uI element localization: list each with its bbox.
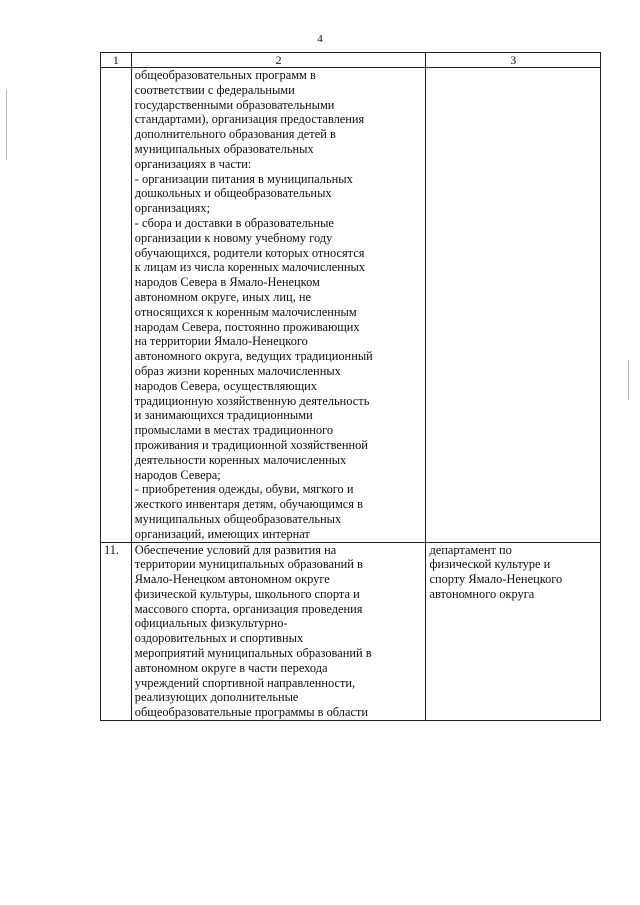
text-line: проживания и традиционной хозяйственной [134,437,368,452]
text-line: территории муниципальных образований в [134,557,363,572]
text-line: автономном округе, иных лиц, не [134,289,311,304]
text-line: народам Севера, постоянно проживающих [134,319,360,334]
text-line: организаций, имеющих интернат [134,526,310,541]
text-line: общеобразовательные программы в области [134,705,368,720]
text-line: народов Севера в Ямало-Ненецком [134,275,320,290]
row-content [131,68,426,543]
text-line: организации к новому учебному году [134,230,333,245]
text-line: традиционную хозяйственную деятельность [134,393,370,408]
text-line: к лицам из числа коренных малочисленных [134,260,365,275]
text-line: Ямало-Ненецком автономном округе [134,572,330,587]
scan-margin-mark-left [6,90,7,160]
column-header-1: 1 [101,53,132,68]
text-line: спорту Ямало-Ненецкого [429,572,563,587]
table-row [101,542,601,721]
row-number: 11. [101,542,132,721]
table-header-row [101,53,601,68]
text-line: Обеспечение условий для развития на [134,542,337,557]
text-line: мероприятий муниципальных образований в [134,646,372,661]
text-line: автономного округа [429,586,535,601]
text-line: оздоровительных и спортивных [134,631,304,646]
text-line: народов Севера, осуществляющих [134,378,317,393]
text-line: жесткого инвентаря детям, обучающимся в [134,497,363,512]
text-line: автономном округе в части перехода [134,660,328,675]
text-line: относящихся к коренным малочисленным [134,304,357,319]
text-line: обучающихся, родители которых относятся [134,245,365,260]
text-line: - приобретения одежды, обуви, мягкого и [134,482,354,497]
text-line: стандартами), организация предоставления [134,112,365,127]
text-line: промыслами в местах традиционного [134,423,334,438]
text-line: общеобразовательных программ в [134,68,316,82]
text-line: официальных физкультурно- [134,616,288,631]
text-line: реализующих дополнительные [134,690,299,705]
text-line: - организации питания в муниципальных [134,171,353,186]
text-line: на территории Ямало-Ненецкого [134,334,308,349]
document-table [100,52,601,721]
table-row [101,68,601,543]
text-line: физической культуры, школьного спорта и [134,586,360,601]
text-line: - сбора и доставки в образовательные [134,215,334,230]
text-line: физической культуре и [429,557,551,572]
row-number [101,68,132,543]
row-responsible [426,68,601,543]
row-responsible [426,542,601,721]
text-line: и занимающихся традиционными [134,408,313,423]
text-line: дошкольных и общеобразовательных [134,186,332,201]
text-line: организациях в части: [134,156,252,171]
column-header-2: 2 [131,53,426,68]
text-line: дополнительного образования детей в [134,127,336,142]
page-number: 4 [317,33,323,45]
text-line: муниципальных образовательных [134,141,314,156]
text-line: соответствии с федеральными [134,82,295,97]
text-line: государственными образовательными [134,97,335,112]
text-line: массового спорта, организация проведения [134,601,363,616]
column-header-3: 3 [426,53,601,68]
text-line: учреждений спортивной направленности, [134,675,356,690]
text-line: департамент по [429,542,512,557]
text-line: автономного округа, ведущих традиционный [134,349,373,364]
text-line: муниципальных общеобразовательных [134,511,342,526]
row-content [131,542,426,721]
text-line: народов Севера; [134,467,221,482]
text-line: образ жизни коренных малочисленных [134,363,341,378]
text-line: организациях; [134,201,211,216]
scan-margin-mark-right [628,360,629,400]
text-line: деятельности коренных малочисленных [134,452,347,467]
